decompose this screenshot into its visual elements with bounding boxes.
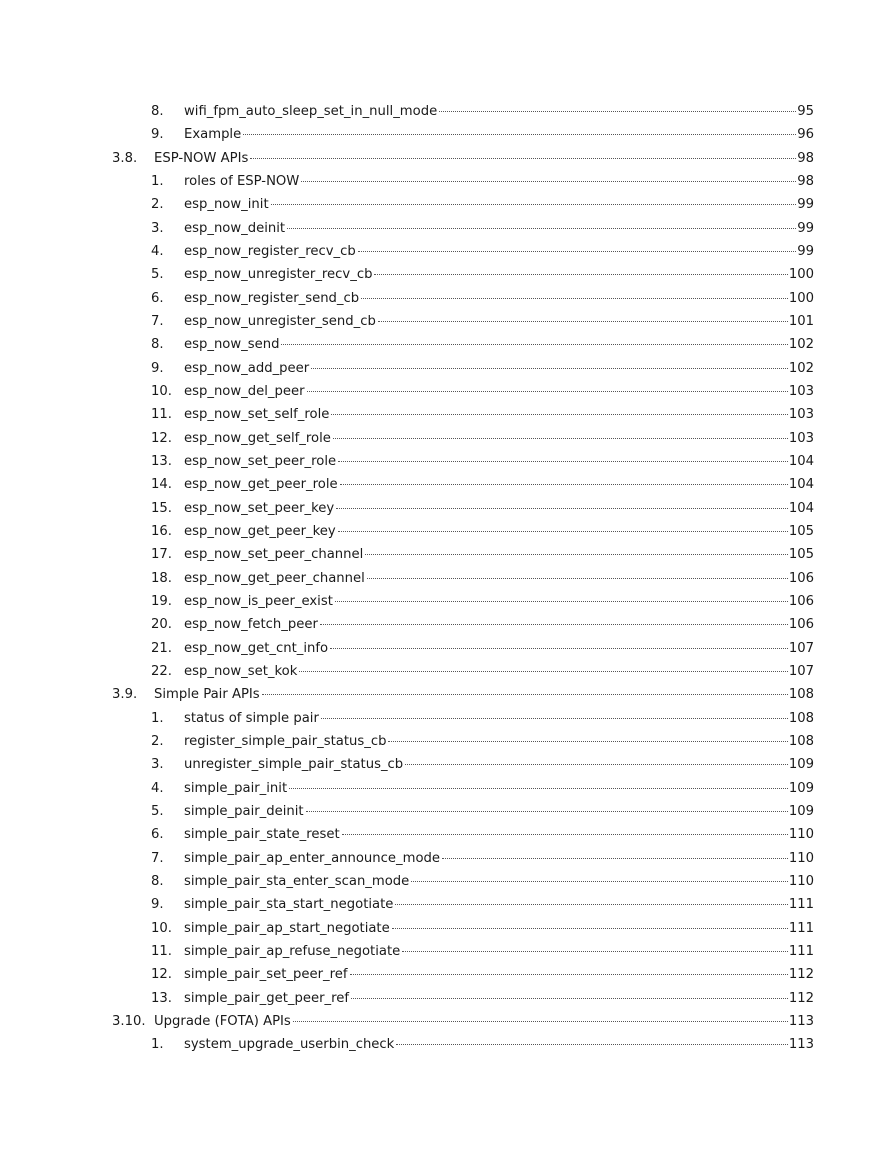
toc-entry-number: 13. — [151, 453, 172, 469]
toc-entry-line — [154, 684, 814, 706]
toc-entry-number: 8. — [151, 337, 164, 353]
toc-entry-title[interactable]: esp_now_set_peer_channel — [184, 547, 364, 563]
toc-entry[interactable] — [0, 381, 893, 403]
toc-entry[interactable] — [0, 661, 893, 683]
toc-entry-line — [184, 661, 814, 683]
toc-entry-title[interactable]: esp_now_unregister_recv_cb — [184, 267, 373, 283]
toc-entry-title[interactable]: simple_pair_state_reset — [184, 827, 340, 843]
dot-leader — [271, 203, 797, 205]
toc-entry-line — [184, 941, 814, 963]
toc-page-number: 113 — [788, 1013, 814, 1029]
toc-entry-line — [154, 148, 814, 170]
toc-entry-number: 3.8. — [112, 150, 138, 166]
toc-entry-number: 13. — [151, 990, 172, 1006]
toc-entry-number: 3.9. — [112, 687, 138, 703]
toc-entry-title[interactable]: unregister_simple_pair_status_cb — [184, 757, 404, 773]
toc-entry-title[interactable]: esp_now_add_peer — [184, 360, 310, 376]
dot-leader — [243, 133, 796, 135]
toc-page-number: 96 — [797, 127, 814, 143]
toc-page-number: 108 — [788, 687, 814, 703]
toc-entry-title[interactable]: simple_pair_ap_start_negotiate — [184, 920, 390, 936]
toc-entry[interactable] — [0, 941, 893, 963]
toc-entry[interactable] — [0, 358, 893, 380]
toc-entry-line — [184, 124, 814, 146]
toc-entry-title[interactable]: esp_now_set_kok — [184, 663, 298, 679]
toc-entry-number: 19. — [151, 593, 172, 609]
toc-page-number: 95 — [797, 104, 814, 119]
toc-entry-number: 12. — [151, 430, 172, 446]
toc-entry[interactable] — [0, 591, 893, 613]
toc-entry-number: 7. — [151, 850, 164, 866]
toc-entry-line — [184, 638, 814, 660]
toc-entry-number: 17. — [151, 547, 172, 563]
toc-entry-line — [184, 171, 814, 193]
toc-entry-title[interactable]: wifi_fpm_auto_sleep_set_in_null_mode — [184, 104, 438, 119]
toc-entry-title[interactable]: esp_now_register_recv_cb — [184, 244, 356, 259]
toc-entry[interactable] — [0, 848, 893, 870]
toc-entry-line — [184, 544, 814, 566]
toc-entry-title[interactable]: simple_pair_sta_start_negotiate — [184, 897, 394, 913]
dot-leader — [392, 927, 788, 929]
toc-entry-number: 5. — [151, 267, 164, 283]
toc-page-number: 107 — [788, 640, 814, 656]
toc-entry-line — [184, 778, 814, 800]
toc-page-number: 103 — [788, 407, 814, 423]
toc-entry-number: 2. — [151, 733, 164, 749]
dot-leader — [367, 577, 788, 579]
toc-entry[interactable] — [0, 754, 893, 776]
toc-page-number: 102 — [788, 360, 814, 376]
toc-page-number: 110 — [788, 850, 814, 866]
toc-entry-title[interactable]: esp_now_set_self_role — [184, 407, 330, 423]
toc-entry-number: 5. — [151, 803, 164, 819]
dot-leader — [311, 367, 788, 369]
toc-entry[interactable] — [0, 894, 893, 916]
toc-entry-number: 8. — [151, 104, 164, 119]
toc-entry-line — [184, 311, 814, 333]
toc-entry-line — [184, 871, 814, 893]
toc-entry-line — [184, 521, 814, 543]
toc-entry[interactable] — [0, 498, 893, 520]
toc-entry-number: 9. — [151, 127, 164, 143]
toc-entry-number: 3.10. — [112, 1013, 146, 1029]
toc-entry[interactable] — [0, 171, 893, 193]
toc-entry-line — [184, 731, 814, 753]
dot-leader — [358, 250, 796, 252]
toc-entry[interactable] — [0, 101, 893, 123]
toc-entry-title[interactable]: esp_now_register_send_cb — [184, 290, 360, 306]
toc-entry-number: 11. — [151, 407, 172, 423]
toc-entry-title[interactable]: esp_now_get_peer_role — [184, 477, 338, 493]
toc-entry[interactable] — [0, 778, 893, 800]
toc-page-number: 98 — [797, 150, 814, 166]
toc-entry[interactable] — [0, 918, 893, 940]
toc-entry[interactable] — [0, 474, 893, 496]
toc-entry-title[interactable]: esp_now_del_peer — [184, 384, 305, 399]
toc-entry-line — [184, 358, 814, 380]
toc-entry-line — [184, 894, 814, 916]
dot-leader — [411, 880, 788, 882]
toc-page-number: 101 — [788, 314, 814, 329]
toc-entry-line — [184, 964, 814, 986]
toc-entry-title[interactable]: esp_now_get_self_role — [184, 430, 331, 446]
toc-entry[interactable] — [0, 451, 893, 473]
toc-page-number: 112 — [788, 990, 814, 1006]
toc-entry-line — [184, 194, 814, 216]
toc-entry-line — [184, 334, 814, 356]
dot-leader — [396, 1043, 788, 1045]
toc-entry-number: 15. — [151, 500, 172, 516]
toc-entry-line — [184, 101, 814, 123]
toc-page-number: 106 — [788, 570, 814, 586]
toc-page-number: 110 — [788, 873, 814, 889]
toc-entry[interactable] — [0, 264, 893, 286]
toc-page-number: 99 — [797, 244, 814, 259]
toc-entry-number: 9. — [151, 897, 164, 913]
dot-leader — [338, 530, 788, 532]
toc-entry[interactable] — [0, 428, 893, 450]
toc-entry[interactable] — [0, 708, 893, 730]
toc-entry[interactable] — [0, 124, 893, 146]
toc-entry-title[interactable]: Simple Pair APIs — [154, 687, 260, 703]
toc-page-number: 104 — [788, 477, 814, 493]
toc-entry-line — [184, 988, 814, 1010]
dot-leader — [331, 413, 787, 415]
toc-entry-number: 6. — [151, 290, 164, 306]
toc-page-number: 106 — [788, 593, 814, 609]
toc-entry-title[interactable]: register_simple_pair_status_cb — [184, 733, 387, 749]
toc-entry-line — [184, 591, 814, 613]
dot-leader — [336, 507, 788, 509]
toc-entry-number: 9. — [151, 360, 164, 376]
toc-page-number: 112 — [788, 967, 814, 983]
dot-leader — [405, 763, 788, 765]
toc-entry[interactable] — [0, 824, 893, 846]
toc-page-number: 111 — [788, 897, 814, 913]
toc-entry[interactable] — [0, 801, 893, 823]
dot-leader — [333, 437, 788, 439]
toc-page-number: 99 — [797, 220, 814, 236]
toc-page-number: 111 — [788, 920, 814, 936]
toc-page-number: 113 — [788, 1037, 814, 1053]
toc-entry-line — [184, 801, 814, 823]
toc-entry[interactable] — [0, 1034, 893, 1056]
toc-entry[interactable] — [0, 614, 893, 636]
toc-entry-line — [184, 498, 814, 520]
toc-entry[interactable] — [0, 871, 893, 893]
toc-entry-title[interactable]: esp_now_set_peer_key — [184, 500, 335, 516]
dot-leader — [361, 297, 788, 299]
dot-leader — [388, 740, 787, 742]
dot-leader — [342, 833, 788, 835]
dot-leader — [301, 180, 796, 182]
toc-entry-title[interactable]: esp_now_set_peer_role — [184, 453, 337, 469]
toc-entry-title[interactable]: simple_pair_init — [184, 780, 288, 796]
dot-leader — [439, 110, 796, 112]
dot-leader — [307, 390, 788, 392]
toc-entry[interactable] — [0, 521, 893, 543]
dot-leader — [321, 717, 788, 719]
toc-entry-line — [184, 918, 814, 940]
toc-entry-line — [154, 1011, 814, 1033]
toc-entry-title[interactable]: status of simple pair — [184, 710, 319, 726]
toc-page-number: 100 — [788, 267, 814, 283]
toc-entry-title[interactable]: esp_now_get_peer_key — [184, 523, 336, 539]
toc-entry-title[interactable]: esp_now_get_peer_channel — [184, 570, 365, 586]
toc-page-number: 109 — [788, 803, 814, 819]
toc-page-number: 105 — [788, 523, 814, 539]
toc-entry[interactable] — [0, 194, 893, 216]
toc-entry[interactable] — [0, 731, 893, 753]
toc-page-number: 102 — [788, 337, 814, 353]
dot-leader — [351, 997, 788, 999]
toc-entry-title[interactable]: simple_pair_ap_enter_announce_mode — [184, 850, 441, 866]
toc-page-number: 105 — [788, 547, 814, 563]
toc-entry-line — [184, 824, 814, 846]
dot-leader — [374, 273, 787, 275]
toc-entry-number: 8. — [151, 873, 164, 889]
toc-entry[interactable] — [0, 311, 893, 333]
toc-page-number: 99 — [797, 197, 814, 213]
toc-entry-title[interactable]: simple_pair_set_peer_ref — [184, 967, 348, 983]
toc-entry-number: 4. — [151, 244, 164, 259]
toc-entry-title[interactable]: esp_now_send — [184, 337, 280, 353]
toc-page-number: 111 — [788, 943, 814, 959]
toc-page-number: 104 — [788, 453, 814, 469]
toc-entry-title[interactable]: simple_pair_ap_refuse_negotiate — [184, 943, 401, 959]
toc-page-number: 110 — [788, 827, 814, 843]
toc-entry-number: 3. — [151, 757, 164, 773]
toc-entry-title[interactable]: roles of ESP-NOW — [184, 174, 300, 189]
toc-page-number: 104 — [788, 500, 814, 516]
toc-entry-number: 14. — [151, 477, 172, 493]
toc-entry-number: 1. — [151, 174, 164, 189]
toc-entry-number: 12. — [151, 967, 172, 983]
toc-page-number: 108 — [788, 710, 814, 726]
toc-section-entry[interactable] — [0, 148, 893, 170]
toc-entry-number: 6. — [151, 827, 164, 843]
dot-leader — [281, 343, 787, 345]
toc-entry-number: 21. — [151, 640, 172, 656]
toc-entry-line — [184, 288, 814, 310]
toc-entry-number: 22. — [151, 663, 172, 679]
toc-page-number: 109 — [788, 757, 814, 773]
toc-page-number: 98 — [797, 174, 814, 189]
toc-entry-line — [184, 218, 814, 240]
toc-entry[interactable] — [0, 404, 893, 426]
dot-leader — [262, 693, 788, 695]
toc-entry-title[interactable]: esp_now_fetch_peer — [184, 617, 318, 633]
toc-page-number: 108 — [788, 733, 814, 749]
toc-entry-line — [184, 568, 814, 590]
toc-section-entry[interactable] — [0, 1011, 893, 1033]
dot-leader — [402, 950, 788, 952]
toc-entry-line — [184, 404, 814, 426]
toc-page-number: 106 — [788, 617, 814, 633]
dot-leader — [350, 973, 788, 975]
toc-entry-title[interactable]: esp_now_init — [184, 197, 269, 213]
dot-leader — [338, 460, 788, 462]
toc-entry-line — [184, 474, 814, 496]
toc-entry-line — [184, 241, 814, 263]
toc-entry-title[interactable]: esp_now_deinit — [184, 220, 286, 236]
toc-page-number: 109 — [788, 780, 814, 796]
toc-entry-title[interactable]: esp_now_get_cnt_info — [184, 640, 329, 656]
toc-entry-number: 7. — [151, 314, 164, 329]
toc-entry-line — [184, 428, 814, 450]
toc-entry-line — [184, 381, 814, 403]
toc-entry-number: 20. — [151, 617, 172, 633]
toc-entry[interactable] — [0, 568, 893, 590]
toc-entry-line — [184, 614, 814, 636]
toc-entry-title[interactable]: simple_pair_get_peer_ref — [184, 990, 350, 1006]
toc-entry[interactable] — [0, 334, 893, 356]
dot-leader — [330, 647, 788, 649]
dot-leader — [287, 227, 796, 229]
dot-leader — [442, 857, 788, 859]
toc-entry[interactable] — [0, 241, 893, 263]
toc-entry-title[interactable]: simple_pair_sta_enter_scan_mode — [184, 873, 410, 889]
dot-leader — [378, 320, 788, 322]
toc-entry-number: 18. — [151, 570, 172, 586]
toc-section-entry[interactable] — [0, 684, 893, 706]
toc-entry[interactable] — [0, 638, 893, 660]
toc-entry-title[interactable]: simple_pair_deinit — [184, 803, 304, 819]
dot-leader — [250, 157, 796, 159]
toc-entry-number: 1. — [151, 710, 164, 726]
toc-entry[interactable] — [0, 218, 893, 240]
dot-leader — [320, 623, 788, 625]
dot-leader — [306, 810, 788, 812]
dot-leader — [335, 600, 788, 602]
toc-entry-title[interactable]: esp_now_is_peer_exist — [184, 593, 333, 609]
toc-entry-number: 4. — [151, 780, 164, 796]
toc-entry-number: 2. — [151, 197, 164, 213]
toc-entry-number: 10. — [151, 920, 172, 936]
toc-entry-line — [184, 451, 814, 473]
toc-entry-title[interactable]: ESP-NOW APIs — [154, 150, 249, 166]
toc-entry-line — [184, 848, 814, 870]
toc-entry-title[interactable]: Example — [184, 127, 242, 143]
toc-entry-number: 1. — [151, 1037, 164, 1053]
toc-entry[interactable] — [0, 988, 893, 1010]
toc-page-number: 100 — [788, 290, 814, 306]
toc-entry-number: 11. — [151, 943, 172, 959]
toc-entry-number: 10. — [151, 384, 172, 399]
dot-leader — [365, 553, 788, 555]
toc-entry-title[interactable]: system_upgrade_userbin_check — [184, 1037, 395, 1053]
toc-entry-title[interactable]: esp_now_unregister_send_cb — [184, 314, 376, 329]
toc-page-number: 103 — [788, 430, 814, 446]
toc-entry-number: 16. — [151, 523, 172, 539]
toc-entry-line — [184, 754, 814, 776]
toc-page-number: 107 — [788, 663, 814, 679]
toc-entry-title[interactable]: Upgrade (FOTA) APIs — [154, 1013, 291, 1029]
toc-entry[interactable] — [0, 544, 893, 566]
dot-leader — [340, 483, 788, 485]
dot-leader — [293, 1020, 788, 1022]
toc-entry[interactable] — [0, 288, 893, 310]
toc-entry-line — [184, 264, 814, 286]
dot-leader — [289, 787, 788, 789]
toc-page-number: 103 — [788, 384, 814, 399]
toc-entry-line — [184, 1034, 814, 1056]
dot-leader — [299, 670, 787, 672]
toc-entry[interactable] — [0, 964, 893, 986]
toc-entry-line — [184, 708, 814, 730]
toc-entry-number: 3. — [151, 220, 164, 236]
dot-leader — [395, 903, 787, 905]
